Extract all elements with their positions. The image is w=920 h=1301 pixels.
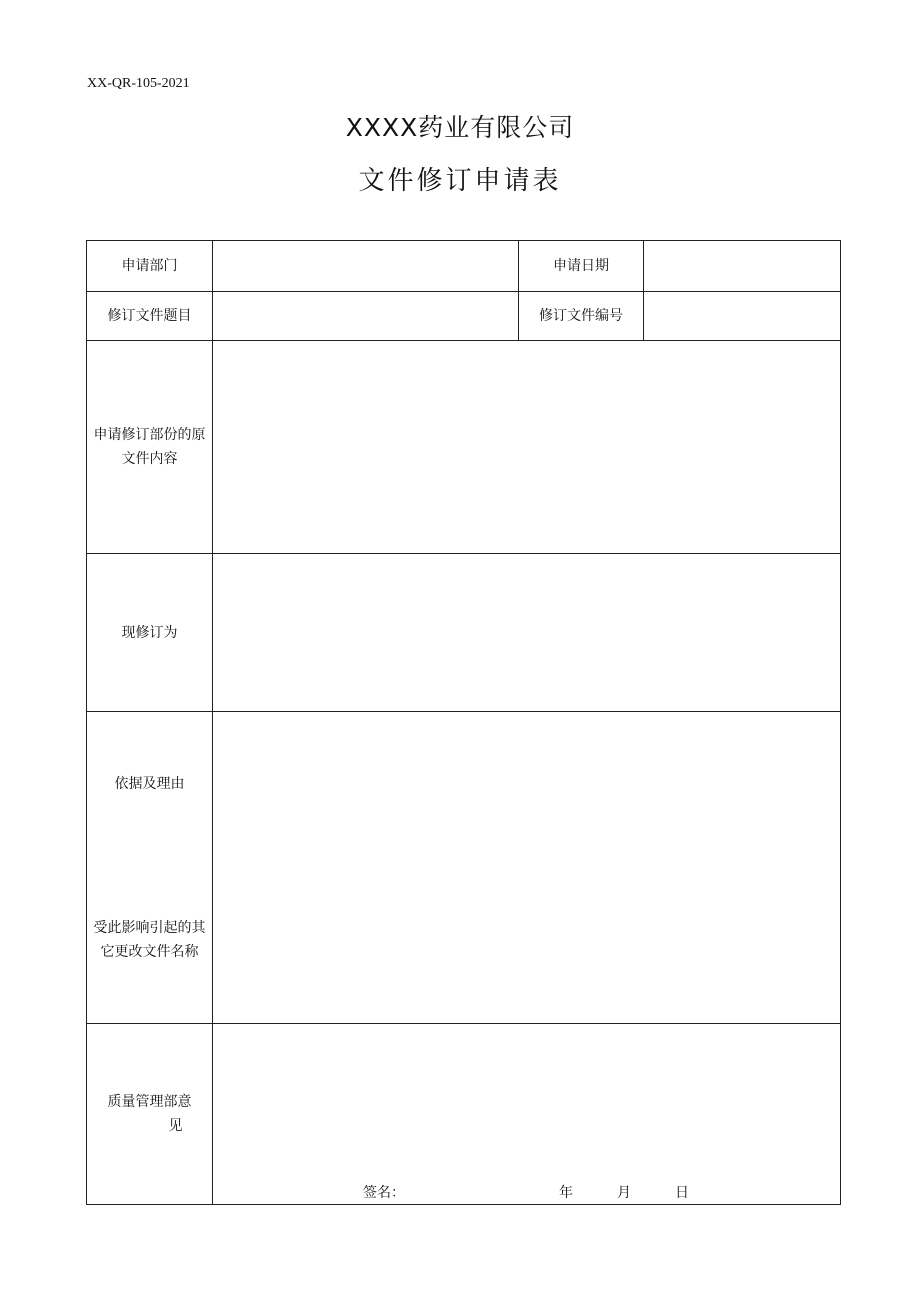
affected-label-line2: 它更改文件名称 <box>100 944 199 960</box>
day-label: 日 <box>675 1185 689 1201</box>
year-label: 年 <box>559 1185 573 1201</box>
month-label: 月 <box>617 1185 631 1201</box>
basis-affected-label-cell <box>87 712 213 1024</box>
original-content-label <box>87 341 213 554</box>
revised-to-label: 现修订为 <box>87 554 213 712</box>
original-content-field[interactable] <box>213 341 841 554</box>
revision-request-form <box>86 240 841 1205</box>
basis-affected-field[interactable] <box>213 712 841 1024</box>
qm-opinion-field[interactable] <box>213 1024 841 1205</box>
qm-opinion-label-line1: 质量管理部意 <box>107 1094 192 1110</box>
doc-number-field[interactable] <box>644 292 841 341</box>
document-code: XX-QR-105-2021 <box>87 76 190 91</box>
apply-date-label: 申请日期 <box>519 241 644 292</box>
revised-to-field[interactable] <box>213 554 841 712</box>
apply-dept-label: 申请部门 <box>87 241 213 292</box>
apply-date-field[interactable] <box>644 241 841 292</box>
company-name: XXXX药业有限公司 <box>345 113 575 142</box>
qm-opinion-label <box>87 1024 213 1205</box>
signature-label: 签名： <box>363 1185 405 1201</box>
original-content-label-line2: 文件内容 <box>121 451 178 467</box>
doc-number-label: 修订文件编号 <box>519 292 644 341</box>
basis-label: 依据及理由 <box>114 776 185 792</box>
affected-label-line1: 受此影响引起的其 <box>93 920 206 936</box>
qm-opinion-label-line2: 见 <box>168 1118 183 1134</box>
form-title: 文件修订申请表 <box>358 166 562 196</box>
original-content-label-line1: 申请修订部份的原 <box>93 427 206 443</box>
doc-title-field[interactable] <box>213 292 519 341</box>
apply-dept-field[interactable] <box>213 241 519 292</box>
doc-title-label: 修订文件题目 <box>87 292 213 341</box>
